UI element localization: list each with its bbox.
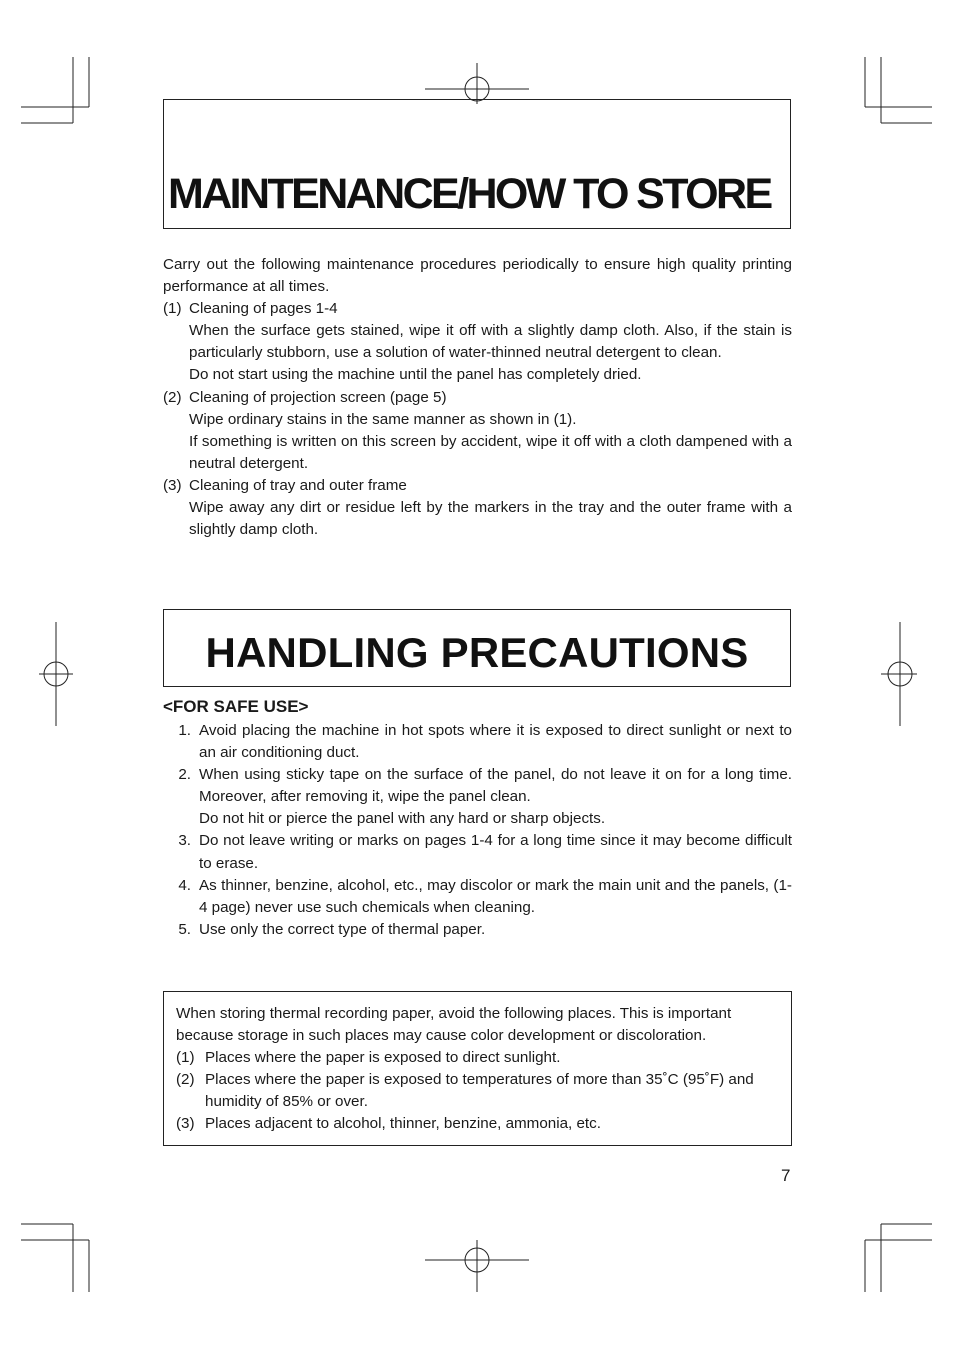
maintenance-section (163, 254, 792, 541)
precaution-item (171, 919, 792, 941)
item-text: Places adjacent to alcohol, thinner, benzine, ammonia, etc. (205, 1115, 601, 1133)
precaution-item (171, 830, 792, 874)
item-number: 5. (178, 920, 191, 938)
maintenance-title: MAINTENANCE/HOW TO STORE (168, 170, 771, 218)
maintenance-title-box (163, 99, 791, 229)
item-number: (2) (163, 388, 182, 406)
registration-mark-left (39, 622, 73, 726)
item-number: (1) (163, 300, 182, 318)
item-number: (2) (176, 1071, 195, 1089)
storage-note-intro: When storing thermal recording paper, avoid the following places. This is important because storage in such places may cause color development or discoloration. (176, 1005, 732, 1045)
storage-note-item (176, 1047, 779, 1069)
item-text: Do not leave writing or marks on pages 1-4 for a long time since it may become difficult to erase. (199, 832, 792, 872)
item-text: Wipe ordinary stains in the same manner as shown in (1). (189, 410, 577, 428)
storage-note-box (163, 991, 792, 1146)
maintenance-item (163, 387, 792, 475)
safe-use-section (163, 696, 792, 941)
item-text: Avoid placing the machine in hot spots where it is exposed to direct sunlight or next to an air conditioning duct. (199, 722, 792, 762)
precaution-item (171, 720, 792, 764)
item-number: (1) (176, 1049, 195, 1067)
registration-mark-right (881, 622, 917, 726)
page-number: 7 (781, 1166, 791, 1185)
item-text: As thinner, benzine, alcohol, etc., may discolor or mark the main unit and the panels, (1-4 page) never use such chemicals when cleaning. (199, 876, 792, 916)
maintenance-item (163, 475, 792, 541)
item-text: Wipe away any dirt or residue left by the markers in the tray and the outer frame with a slightly damp cloth. (189, 499, 792, 539)
maintenance-item (163, 298, 792, 386)
storage-note-item (176, 1113, 779, 1135)
precaution-item (171, 875, 792, 919)
item-text: Places where the paper is exposed to temperatures of more than 35˚C (95˚F) and humidity of 85% or over. (205, 1071, 754, 1111)
storage-note-item (176, 1069, 779, 1113)
item-text: Use only the correct type of thermal paper. (199, 920, 486, 938)
safe-use-subheading: <FOR SAFE USE> (163, 697, 309, 716)
handling-title: HANDLING PRECAUTIONS (205, 629, 749, 676)
item-text: When the surface gets stained, wipe it off with a slightly damp cloth. Also, if the stain is particularly stubborn, use a solution of water-thinned neutral detergent to clean. (189, 322, 792, 362)
precaution-item (171, 764, 792, 830)
item-heading: Cleaning of tray and outer frame (189, 476, 407, 494)
registration-mark-top (425, 63, 529, 104)
item-text: Do not start using the machine until the panel has completely dried. (189, 366, 642, 384)
item-number: (3) (163, 476, 182, 494)
item-text: If something is written on this screen by accident, wipe it off with a cloth dampened with a neutral detergent. (189, 432, 792, 472)
maintenance-intro: Carry out the following maintenance procedures periodically to ensure high quality printing performance at all times. (163, 256, 792, 296)
handling-title-box (163, 609, 791, 687)
registration-mark-bottom (425, 1240, 529, 1292)
item-heading: Cleaning of pages 1-4 (189, 300, 338, 318)
item-heading: Cleaning of projection screen (page 5) (189, 388, 447, 406)
item-number: 4. (178, 876, 191, 894)
item-text: Places where the paper is exposed to direct sunlight. (205, 1049, 561, 1067)
item-text: Do not hit or pierce the panel with any hard or sharp objects. (199, 810, 606, 828)
item-number: 1. (178, 722, 191, 739)
item-number: 2. (178, 766, 191, 784)
item-text: When using sticky tape on the surface of the panel, do not leave it on for a long time. Moreover, after removing it, wipe the panel clean. (199, 766, 792, 806)
item-number: (3) (176, 1115, 195, 1133)
item-number: 3. (178, 832, 191, 850)
